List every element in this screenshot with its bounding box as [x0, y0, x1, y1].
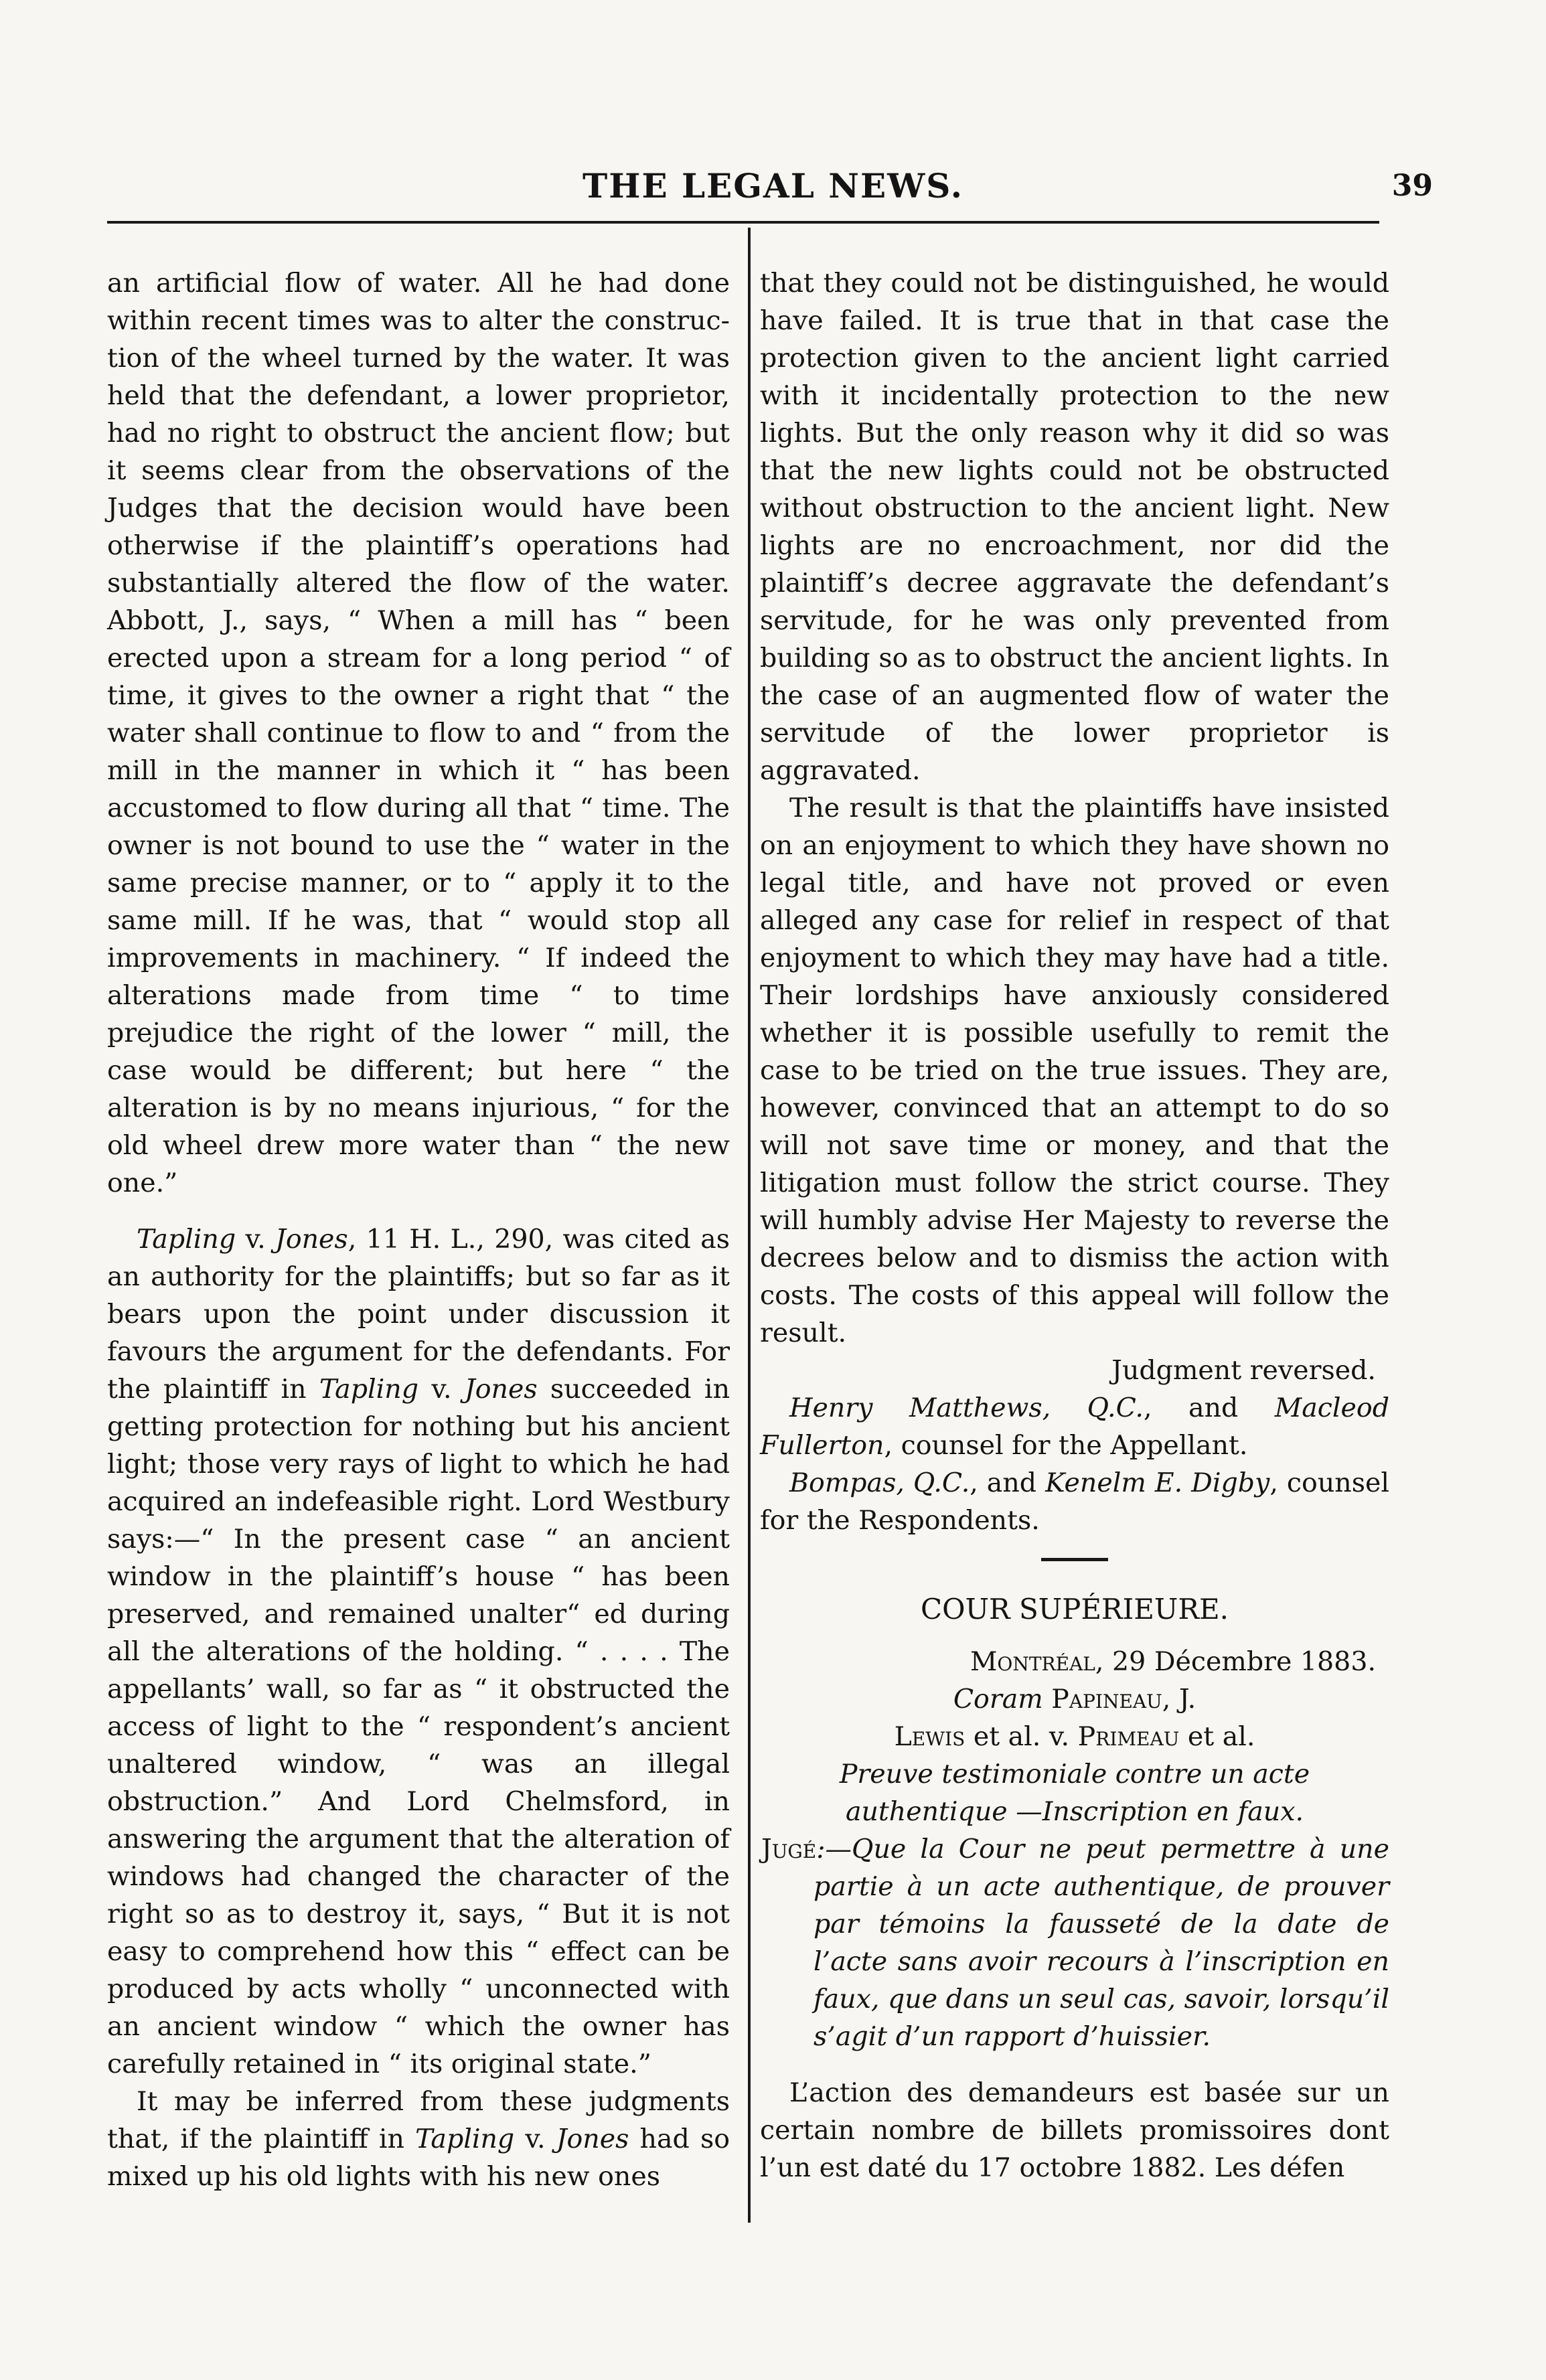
spacer [760, 2055, 1389, 2074]
running-header: THE LEGAL NEWS. [583, 166, 963, 206]
text-span: v. [236, 1224, 275, 1255]
right-paragraph-1: that they could not be distinguished, he would have failed. It is true that in that case the protection given to the ancient light carried with it incidentally protection to the new lights. But the only reason why it did so was that the new lights could not be obstructed without obstruction to the ancient light. New lights are no encroachment, nor did the plaintiff’s decree aggravate the defendant’s servitude, for he was only prevented from building so as to obstruct the ancient lights. In the case of an augmented flow of water the servitude of the lower proprietor is aggravated. [760, 268, 1389, 786]
text-span: succeeded in getting protection for nothing but his ancient light; those very rays of light to which he had acquired an indefeasible right. Lord Westbury says:—“ In the present case “ an ancient window in the plaintiff’s house “ has been preserved, and remained unalter“ ed during all the alterations of the holding. “ . . . . The appellants’ wall, so far as “ it obstructed the access of light to the “ respondent’s ancient unaltered window, “ was an illegal obstruction.” And Lord Chelmsford, in answering the argument that the alteration of windows had changed the character of the right so as to destroy it, says, “ But it is not easy to comprehend how this “ effect can be produced by acts wholly “ unconnected with an ancient window “ which the owner has carefully retained in “ its original state.” [107, 1374, 730, 2079]
ruling-label: Jugé [761, 1834, 817, 1865]
text-span: had so mixed up his old lights with his new ones [107, 2124, 730, 2192]
right-paragraph-last: L’action des demandeurs est basée sur un certain nombre de billets promissoires dont l’un est daté du 17 octobre 1882. Les défen [760, 2077, 1389, 2183]
subject-text: Preuve testimoniale contre un acte authentique —Inscription en faux. [839, 1759, 1310, 1827]
header-rule [107, 221, 1379, 224]
court-title: COUR SUPÉRIEURE. [921, 1593, 1229, 1625]
left-column [107, 264, 730, 2195]
parties-line [760, 1718, 1389, 1755]
text-span: , counsel for the Appellant. [884, 1430, 1248, 1461]
text-span: It may be inferred from these judgments that, if the plaintiff in [107, 2086, 730, 2154]
case-subject [760, 1755, 1389, 1830]
place: Montréal [970, 1646, 1095, 1677]
party-name: Lewis [894, 1721, 965, 1752]
party-name: Primeau [1077, 1721, 1180, 1752]
text-span: , counsel for the Respondents. [760, 1467, 1389, 1536]
case-name: Tapling [319, 1374, 419, 1405]
right-paragraph-2: The result is that the plaintiffs have insisted on an enjoyment to which they have shown no legal title, and have not proved or even alleged any case for relief in respect of that enjoyment to which they may have had a title. Their lordships have anxiously considered whether it is possible usefully to remit the case to be tried on the true issues. They are, however, convinced that an attempt to do so will not save time or money, and that the litigation must follow the strict course. They will humbly advise Her Majesty to reverse the decrees below and to dismiss the action with costs. The costs of this appeal will follow the result. [760, 793, 1389, 1348]
text-span: v. [418, 1374, 465, 1405]
text-span: , and [1143, 1393, 1275, 1423]
right-column [760, 264, 1389, 2187]
text-span: v. [514, 2124, 556, 2154]
text-span: et al. [1179, 1721, 1255, 1752]
coram-line [760, 1680, 1389, 1718]
page-number: 39 [1391, 169, 1433, 203]
date: , 29 Décembre 1883. [1095, 1646, 1376, 1677]
left-paragraph-1: an artificial flow of water. All he had done within recent times was to alter the construction of the wheel turned by the water. It was held that the defendant, a lower proprietor, had no right to obstruct the ancient flow; but it seems clear from the observations of the Judges that the decision would have been otherwise if the plaintiff’s operations had substantially altered the flow of the water. Abbott, J., says, “ When a mill has “ been erected upon a stream for a long period “ of time, it gives to the owner a right that “ the water shall continue to flow to and “ from the mill in the manner in which it “ has been accustomed to flow during all that “ time. The owner is not bound to use the “ water in the same precise manner, or to “ apply it to the same mill. If he was, that “ would stop all improvements in machinery. “ If indeed the alterations made from time “ to time prejudice the right of the lower “ mill, the case would be different; but here “ the alteration is by no means injurious, “ for the old wheel drew more water than “ the new one.” [107, 268, 730, 1198]
counsel-name: Kenelm E. Digby [1045, 1467, 1270, 1498]
counsel-name: Henry Matthews, Q.C. [789, 1393, 1144, 1423]
spacer [107, 1202, 730, 1220]
case-name: Tapling [415, 2124, 515, 2154]
judgment-line: Judgment reversed. [1111, 1355, 1376, 1386]
section-rule [1041, 1558, 1108, 1561]
case-name: Tapling [137, 1224, 236, 1255]
counsel-name: Bompas, Q.C. [789, 1467, 970, 1498]
column-divider [748, 228, 751, 2223]
text-span: , 11 H. L., 290, was cited as an authority for the plaintiffs; but so far as it bears upon the point under discussion it favours the argument for the defendants. For the plaintiff in [107, 1224, 730, 1405]
ruling-text: :—Que la Cour ne peut permettre à une partie à un acte authentique, de prouver par témoins la fausseté de la date de l’acte sans avoir recours à l’inscription en faux, que dans un seul cas, savoir, lorsqu’il s’agit d’un rapport d’huissier. [814, 1834, 1389, 2052]
text-span: , and [970, 1467, 1046, 1498]
ruling [760, 1830, 1389, 2055]
counsel-name: Macleod Fullerton [760, 1393, 1389, 1461]
place-date [760, 1643, 1389, 1680]
text-span: , J. [1162, 1684, 1196, 1715]
coram-word: Coram [953, 1684, 1043, 1715]
case-name: Jones [275, 1224, 348, 1255]
text-span: et al. v. [965, 1721, 1078, 1752]
judge-name: Papineau [1042, 1684, 1162, 1715]
case-name: Jones [464, 1374, 538, 1405]
left-paragraph-2 [107, 1220, 730, 2083]
counsel-respondent [760, 1464, 1389, 1539]
case-name: Jones [556, 2124, 629, 2154]
left-paragraph-3 [107, 2083, 730, 2195]
counsel-appellant [760, 1389, 1389, 1464]
